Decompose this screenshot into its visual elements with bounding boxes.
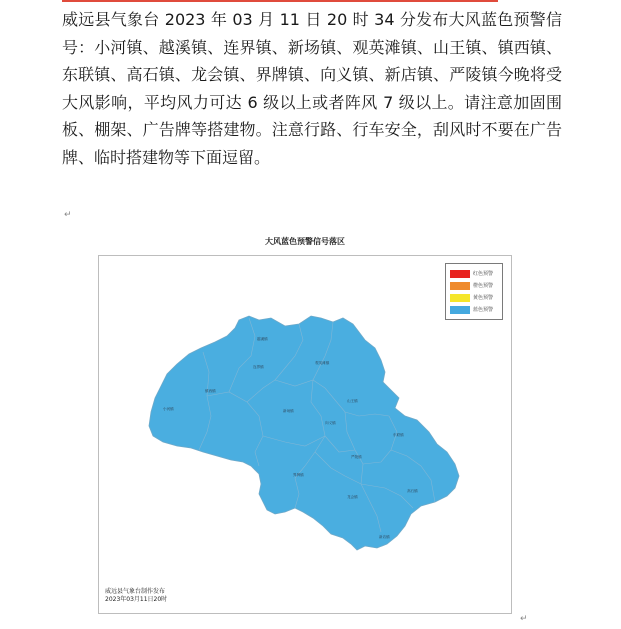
town-label: 高石镇 bbox=[407, 489, 418, 493]
legend-label: 红色预警 bbox=[473, 271, 494, 277]
legend-swatch bbox=[450, 282, 470, 290]
top-rule bbox=[62, 0, 498, 2]
map-title: 大风蓝色预警信号落区 bbox=[265, 237, 345, 246]
town-label: 镇西镇 bbox=[205, 389, 216, 393]
town-label: 连界镇 bbox=[253, 365, 264, 369]
town-label: 龙会镇 bbox=[347, 495, 358, 499]
legend-label: 黄色预警 bbox=[473, 295, 494, 301]
town-label: 向义镇 bbox=[325, 421, 336, 425]
legend-item-blue bbox=[450, 304, 502, 316]
map-legend bbox=[445, 263, 503, 320]
legend-swatch bbox=[450, 270, 470, 278]
county-region bbox=[149, 316, 459, 550]
town-label: 新场镇 bbox=[283, 409, 294, 413]
issue-time: 2023年03月11日20时 bbox=[105, 596, 168, 603]
issuer-name: 威远县气象台制作发布 bbox=[105, 588, 166, 595]
warning-map bbox=[98, 255, 512, 614]
warning-notice-text: 威远县气象台 2023 年 03 月 11 日 20 时 34 分发布大风蓝色预警信号：小河镇、越溪镇、连界镇、新场镇、观英滩镇、山王镇、镇西镇、东联镇、高石镇、龙会镇、界牌镇、向义镇、新店镇、严陵镇今晚将受大风影响，平均风力可达 6 级以上或者阵风 7 级以上。请注意加固围板、棚架、广告牌等搭建物。注意行路、行车安全，刮风时不要在广告牌、临时搭建物等下面逗留。 bbox=[62, 10, 562, 167]
legend-label: 蓝色预警 bbox=[473, 307, 494, 313]
legend-item-orange bbox=[450, 280, 502, 292]
town-label: 越溪镇 bbox=[257, 337, 268, 341]
town-label: 严陵镇 bbox=[351, 455, 362, 459]
paragraph-mark-icon: ↵ bbox=[64, 210, 72, 220]
town-label: 界牌镇 bbox=[293, 473, 304, 477]
town-label: 观英滩镇 bbox=[315, 361, 330, 365]
legend-item-red bbox=[450, 268, 502, 280]
legend-swatch bbox=[450, 306, 470, 314]
town-label: 小河镇 bbox=[163, 407, 174, 411]
town-label: 东联镇 bbox=[393, 433, 404, 437]
paragraph-mark-icon: ↵ bbox=[520, 614, 528, 624]
legend-swatch bbox=[450, 294, 470, 302]
legend-label: 橙色预警 bbox=[473, 283, 494, 289]
town-label: 新店镇 bbox=[379, 535, 390, 539]
town-label: 山王镇 bbox=[347, 399, 358, 403]
issuer-info bbox=[105, 588, 167, 604]
legend-item-yellow bbox=[450, 292, 502, 304]
